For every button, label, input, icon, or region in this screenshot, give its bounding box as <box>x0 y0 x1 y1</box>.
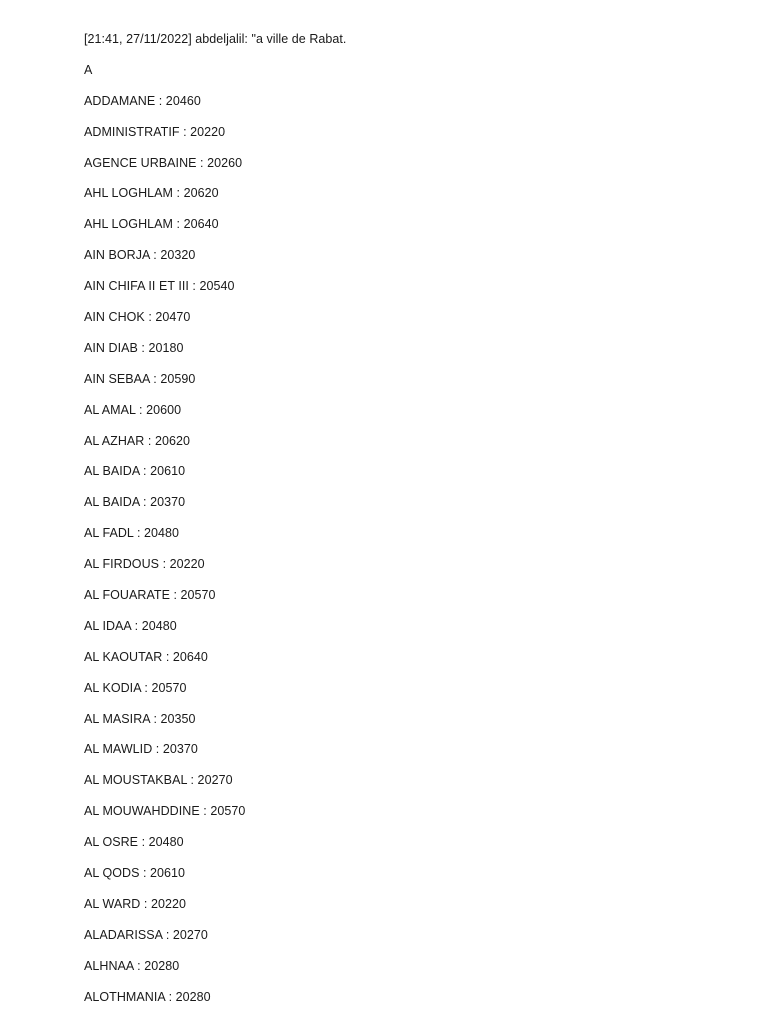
postal-code-entry: AL FIRDOUS : 20220 <box>84 557 205 572</box>
postal-code-entry: ADDAMANE : 20460 <box>84 93 201 108</box>
postal-code-entry: AHL LOGHLAM : 20620 <box>84 186 219 201</box>
postal-code-entry: AGENCE URBAINE : 20260 <box>84 155 243 170</box>
postal-code-entry: ALHNAA : 20280 <box>84 958 180 973</box>
postal-code-entry: ALOTHMANIA : 20280 <box>84 989 211 1004</box>
postal-code-entry: AL AMAL : 20600 <box>84 402 182 417</box>
postal-code-entry: AL KODIA : 20570 <box>84 680 187 695</box>
postal-code-entry: AIN DIAB : 20180 <box>84 340 184 355</box>
postal-code-entry: AL MASIRA : 20350 <box>84 711 196 726</box>
postal-code-entry: AIN BORJA : 20320 <box>84 248 196 263</box>
postal-code-entry: AL FOUARATE : 20570 <box>84 588 216 603</box>
postal-code-entry: ALADARISSA : 20270 <box>84 927 208 942</box>
postal-code-entry: AL BAIDA : 20370 <box>84 495 186 510</box>
postal-code-entry: AL FADL : 20480 <box>84 526 180 541</box>
postal-code-entry: AL KAOUTAR : 20640 <box>84 649 208 664</box>
postal-code-entry: AL MOUSTAKBAL : 20270 <box>84 773 233 788</box>
postal-code-entry: AIN CHIFA II ET III : 20540 <box>84 279 235 294</box>
postal-code-list <box>84 92 704 1019</box>
postal-code-entry: AIN CHOK : 20470 <box>84 310 191 325</box>
postal-code-entry: ADMINISTRATIF : 20220 <box>84 124 226 139</box>
section-letter: A <box>84 62 93 77</box>
document-body <box>84 30 704 1019</box>
postal-code-entry: AL OSRE : 20480 <box>84 835 184 850</box>
postal-code-entry: AL BAIDA : 20610 <box>84 464 186 479</box>
postal-code-entry: AHL LOGHLAM : 20640 <box>84 217 219 232</box>
message-header-line: [21:41, 27/11/2022] abdeljalil: "a ville de Rabat. <box>84 32 347 46</box>
postal-code-entry: AL WARD : 20220 <box>84 896 186 911</box>
postal-code-entry: AL MAWLID : 20370 <box>84 742 198 757</box>
postal-code-entry: AL MOUWAHDDINE : 20570 <box>84 804 246 819</box>
postal-code-entry: AL IDAA : 20480 <box>84 618 177 633</box>
postal-code-entry: AIN SEBAA : 20590 <box>84 371 196 386</box>
postal-code-entry: AL AZHAR : 20620 <box>84 433 190 448</box>
postal-code-entry: AL QODS : 20610 <box>84 866 186 881</box>
